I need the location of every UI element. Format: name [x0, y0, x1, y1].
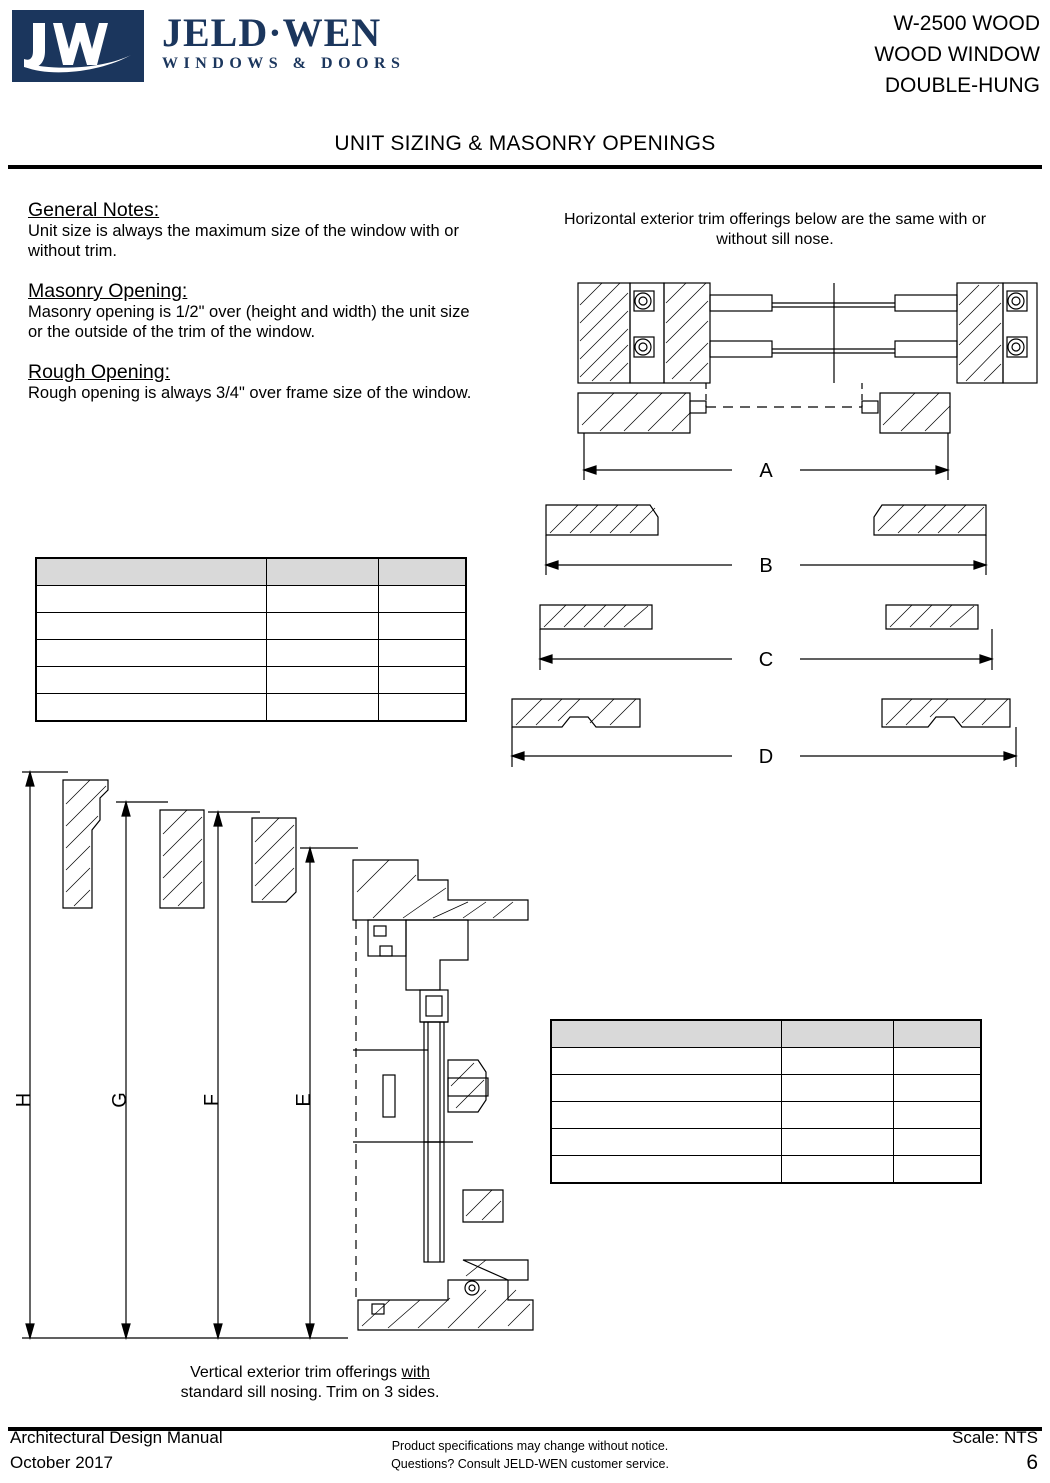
table-row — [551, 1129, 981, 1156]
dim-label-h: H — [13, 1092, 35, 1108]
masonry-opening-heading: Masonry Opening: — [28, 280, 188, 302]
footer-notice — [330, 1437, 730, 1473]
table-row — [36, 586, 466, 613]
table-cell — [782, 1102, 893, 1129]
vertical-caption-line2: standard sill nosing. Trim on 3 sides. — [180, 1384, 440, 1401]
masonry-opening-text: Masonry opening is 1/2" over (height and width) the unit size or the outside of the trim of the window. — [28, 303, 470, 341]
footer-right — [952, 1425, 1038, 1475]
horizontal-trim-caption: Horizontal exterior trim offerings below are the same with or without sill nose. — [563, 211, 987, 248]
vertical-caption-line1: Vertical exterior trim offerings — [190, 1364, 402, 1381]
product-line-3: DOUBLE-HUNG — [884, 74, 1040, 97]
page-title: UNIT SIZING & MASONRY OPENINGS — [334, 132, 716, 155]
table-cell — [36, 586, 267, 613]
table-cell — [267, 667, 378, 694]
table-cell — [378, 694, 466, 722]
dim-label-a: A — [759, 460, 773, 482]
table-cell — [893, 1129, 981, 1156]
dim-label-c: C — [758, 649, 774, 671]
vertical-caption-emphasis: with — [401, 1364, 430, 1381]
notice-line-2: Questions? Consult JELD-WEN customer service. — [391, 1457, 669, 1471]
rough-opening-text: Rough opening is always 3/4" over frame size of the window. — [28, 384, 472, 402]
table-header-cell — [893, 1020, 981, 1048]
table-header-cell — [267, 558, 378, 586]
sizing-table-right — [550, 1019, 982, 1184]
vertical-trim-caption — [80, 1363, 540, 1403]
table-row — [36, 640, 466, 667]
table-cell — [267, 613, 378, 640]
table-header-row — [551, 1020, 981, 1048]
table-cell — [378, 667, 466, 694]
table-cell — [36, 667, 267, 694]
product-identification — [874, 8, 1040, 101]
dim-label-d: D — [758, 746, 774, 768]
horizontal-trim-diagram — [500, 265, 1040, 785]
table-cell — [36, 694, 267, 722]
dim-label-f: F — [201, 1093, 223, 1107]
drawing-scale: Scale: NTS — [952, 1428, 1038, 1447]
sizing-table-left — [35, 557, 467, 722]
general-notes-block — [28, 200, 478, 423]
dim-label-b: B — [759, 555, 773, 577]
table-cell — [893, 1048, 981, 1075]
table-cell — [551, 1048, 782, 1075]
vertical-trim-diagram — [8, 760, 568, 1360]
table-cell — [893, 1102, 981, 1129]
table-row — [36, 694, 466, 722]
table-header-cell — [551, 1020, 782, 1048]
general-notes-heading: General Notes: — [28, 199, 160, 221]
dim-label-e: E — [293, 1093, 315, 1107]
table-cell — [36, 640, 267, 667]
table-row — [36, 613, 466, 640]
manual-name: Architectural Design Manual — [10, 1428, 223, 1447]
footer-left — [10, 1425, 223, 1475]
table-cell — [782, 1129, 893, 1156]
header-divider — [8, 165, 1042, 169]
table-header-cell — [378, 558, 466, 586]
general-notes-text: Unit size is always the maximum size of the window with or without trim. — [28, 222, 459, 260]
table-cell — [267, 586, 378, 613]
table-row — [36, 667, 466, 694]
notice-line-1: Product specifications may change without notice. — [391, 1439, 669, 1453]
table-cell — [378, 613, 466, 640]
table-cell — [36, 613, 267, 640]
product-line-2: WOOD WINDOW — [874, 43, 1040, 66]
jw-badge-icon — [12, 10, 144, 82]
table-cell — [267, 694, 378, 722]
table-cell — [267, 640, 378, 667]
table-cell — [551, 1075, 782, 1102]
table-row — [551, 1102, 981, 1129]
dim-label-g: G — [109, 1092, 131, 1108]
table-row — [551, 1048, 981, 1075]
brand-sub-text: WINDOWS & DOORS — [162, 55, 406, 72]
table-cell — [782, 1156, 893, 1184]
table-header-row — [36, 558, 466, 586]
table-cell — [551, 1156, 782, 1184]
rough-opening-heading: Rough Opening: — [28, 361, 171, 383]
table-header-cell — [782, 1020, 893, 1048]
brand-wordmark — [162, 12, 492, 74]
table-cell — [782, 1048, 893, 1075]
table-row — [551, 1075, 981, 1102]
product-line-1: W-2500 WOOD — [893, 12, 1040, 35]
table-cell — [893, 1075, 981, 1102]
table-cell — [782, 1075, 893, 1102]
table-cell — [551, 1102, 782, 1129]
table-cell — [378, 640, 466, 667]
table-header-cell — [36, 558, 267, 586]
brand-logo — [12, 10, 492, 80]
table-cell — [551, 1129, 782, 1156]
table-cell — [893, 1156, 981, 1184]
manual-date: October 2017 — [10, 1453, 114, 1472]
page-number: 6 — [1026, 1451, 1038, 1474]
table-row — [551, 1156, 981, 1184]
table-cell — [378, 586, 466, 613]
brand-main-text: JELD·WEN — [162, 10, 382, 55]
